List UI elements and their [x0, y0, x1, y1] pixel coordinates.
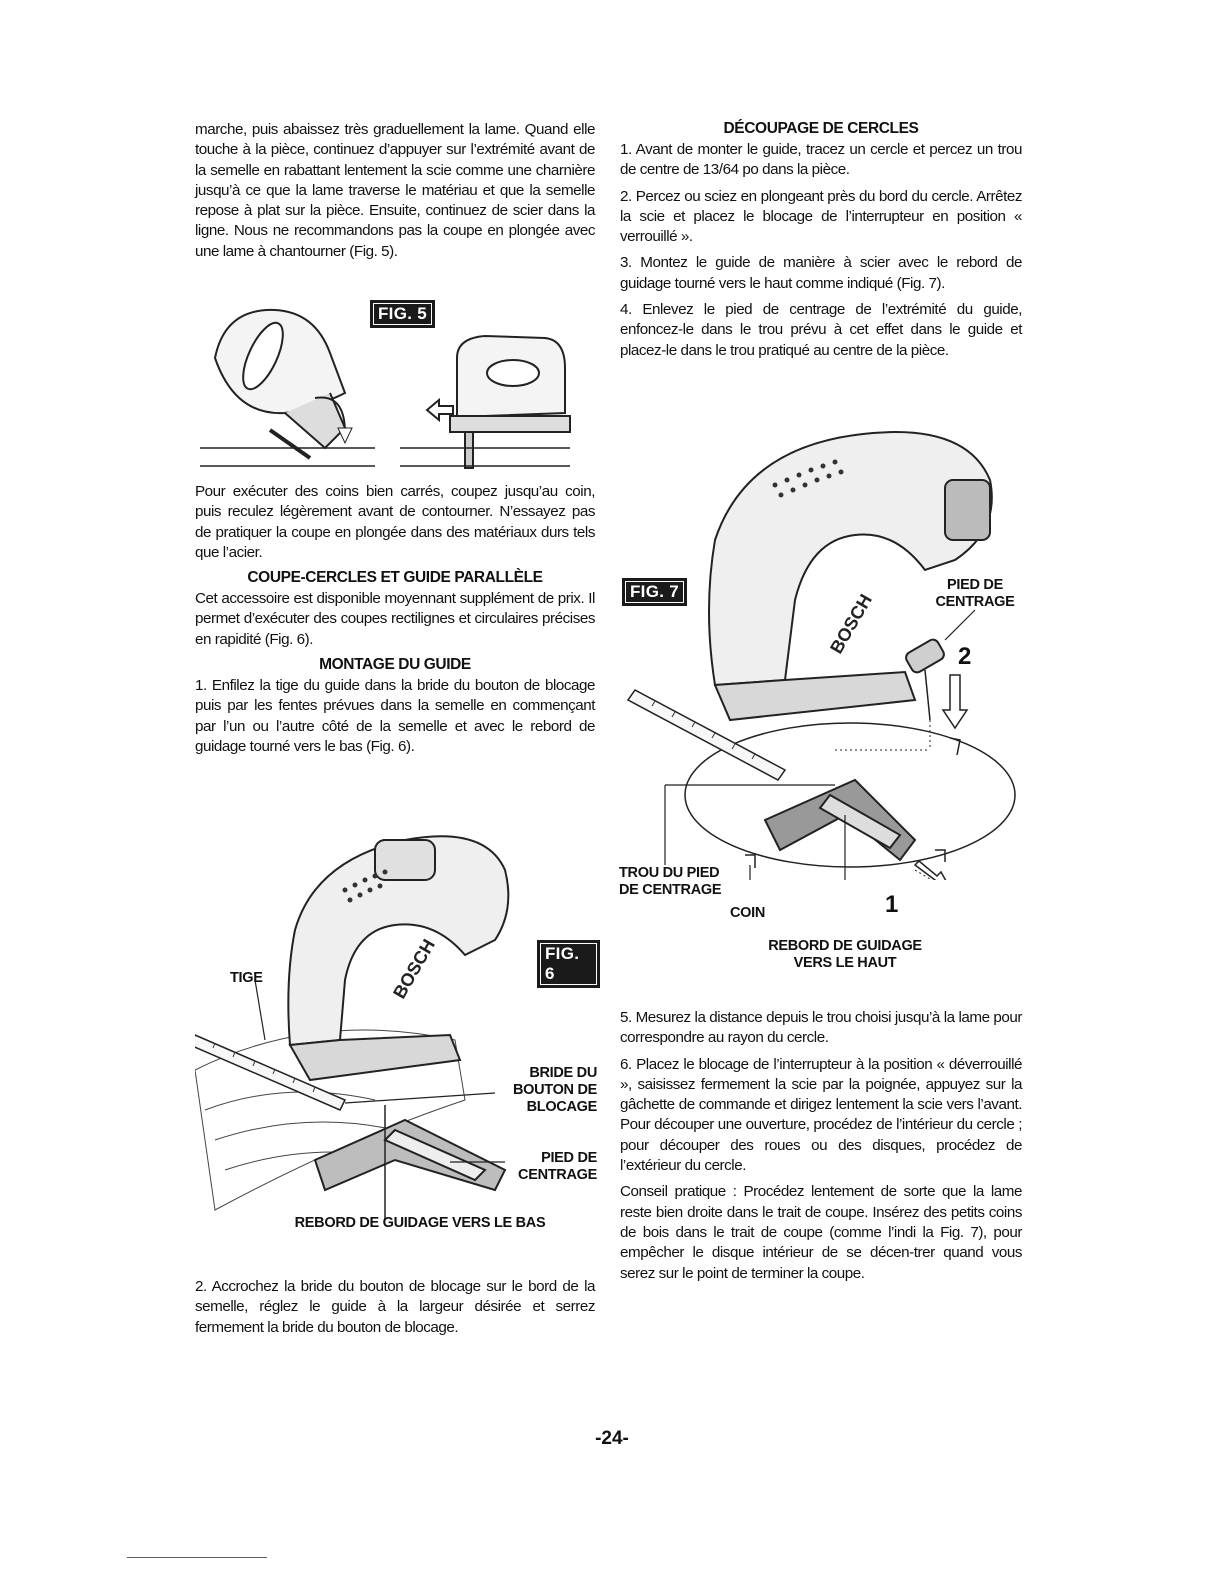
- fig7-tag: FIG. 7: [622, 578, 687, 606]
- fig5-tag: FIG. 5: [370, 300, 435, 328]
- fig7-label-pied: [930, 577, 1020, 611]
- fig7-label-rebord: [740, 938, 950, 972]
- circle-step-1: 1. Avant de monter le guide, tracez un cercle et percez un trou de centre de 13/64 po dans la pièce.: [620, 141, 1022, 179]
- circle-step-3: 3. Montez le guide de manière à scier avec le rebord de guidage tourné vers le haut comme indiqué (Fig. 7).: [620, 254, 1022, 292]
- fig6-label-pied-line2: CENTRAGE: [518, 1167, 597, 1183]
- figure-6: [195, 810, 600, 1270]
- page-number: -24-: [595, 1428, 629, 1449]
- fig6-label-rebord: REBORD DE GUIDAGE VERS LE BAS: [294, 1215, 546, 1231]
- fig6-label-tige: TIGE: [230, 970, 263, 986]
- fig6-label-bride: [507, 1065, 597, 1116]
- fig7-label-trou-line2: DE CENTRAGE: [619, 882, 722, 898]
- fig7-label-trou: [619, 865, 721, 899]
- accessory-paragraph: Cet accessoire est disponible moyennant supplément de prix. Il permet d’exécuter des coupes rectilignes et circulaires précises en rapidité (Fig. 6).: [195, 590, 595, 648]
- right-column-bottom: [620, 1008, 1022, 1290]
- fig7-label-rebord-line1: REBORD DE GUIDAGE: [768, 938, 922, 954]
- right-column: [620, 120, 1022, 367]
- practical-tip: Conseil pratique : Procédez lentement de sorte que la lame reste bien droite dans le trait de coupe. Insérez des petits coins de bois dans le trait de coupe (comme l’indi la Fig. 7), pour empêcher le disque intérieur de se décen-trer quand vous serez sur le point de terminer la coupe.: [620, 1183, 1022, 1282]
- fig6-label-bride-line1: BRIDE DU: [529, 1065, 597, 1081]
- fig6-tag: FIG. 6: [537, 940, 600, 988]
- circle-step-4: 4. Enlevez le pied de centrage de l’extrémité du guide, enfoncez-le dans le trou prévu à cet effet dans le guide et placez-le dans le trou pratiqué au centre de la pièce.: [620, 301, 1022, 359]
- left-column-bottom: [195, 1277, 595, 1344]
- circle-step-5: 5. Mesurez la distance depuis le trou choisi jusqu’à la lame pour correspondre au rayon du cercle.: [620, 1009, 1022, 1047]
- circle-step-6: 6. Placez le blocage de l’interrupteur à la position « déverrouillé », saisissez fermement la scie par la poignée, appuyez sur la gâchette de commande et dirigez lentement la scie vers l’avant. Pour découper une ouverture, procédez de l’intérieur du cercle ; pour découper des roues ou des disques, procédez de l’extérieur du cercle.: [620, 1055, 1022, 1175]
- fig7-label-trou-line1: TROU DU PIED: [619, 865, 720, 881]
- fig7-step-1-number: 1: [885, 891, 899, 918]
- figure-7: [615, 410, 1025, 980]
- heading-circles: DÉCOUPAGE DE CERCLES: [723, 120, 919, 137]
- heading-circle-guide: COUPE-CERCLES ET GUIDE PARALLÈLE: [247, 569, 543, 587]
- left-column: [195, 120, 595, 268]
- fig7-label-pied-line1: PIED DE: [947, 577, 1003, 593]
- fig6-label-pied: [507, 1150, 597, 1184]
- fig7-label-rebord-line2: VERS LE HAUT: [793, 955, 897, 971]
- figure-5: [195, 298, 600, 470]
- heading-mount-guide: MONTAGE DU GUIDE: [319, 656, 471, 674]
- fig6-label-bride-line2: BOUTON DE: [512, 1082, 597, 1098]
- fig7-label-pied-line2: CENTRAGE: [935, 594, 1015, 610]
- fig7-brand: BOSCH: [826, 590, 876, 657]
- left-column-mid: [195, 482, 595, 763]
- fig7-step-2-number: 2: [958, 643, 972, 670]
- mount-step-1: 1. Enfilez la tige du guide dans la bride du bouton de blocage puis par les fentes prévues dans la semelle en commençant par l’un ou l’autre côté de la semelle et avec le rebord de guidage tourné vers le bas (Fig. 6).: [195, 677, 595, 755]
- fig7-label-coin: COIN: [730, 905, 766, 921]
- intro-paragraph: marche, puis abaissez très graduellement la lame. Quand elle touche à la pièce, continuez d’appuyer sur l’extrémité avant de la semelle en rabattant lentement la scie comme une charnière jusqu’à ce que la lame traverse le matériau et que la semelle repose à plat sur la pièce. Ensuite, continuez de scier dans la ligne. Nous ne recommandons pas la coupe en plongée avec une lame à chantourner (Fig. 5).: [195, 121, 595, 260]
- footer-rule: [127, 1557, 267, 1558]
- fig6-label-pied-line1: PIED DE: [541, 1150, 597, 1166]
- circle-step-2: 2. Percez ou sciez en plongeant près du bord du cercle. Arrêtez la scie et placez le blocage de l’interrupteur en position « verrouillé ».: [620, 187, 1022, 246]
- corners-paragraph: Pour exécuter des coins bien carrés, coupez jusqu’au coin, puis reculez légèrement avant de contourner. N’essayez pas de pratiquer la coupe en plongée dans des matériaux durs tels que l’acier.: [195, 483, 595, 561]
- mount-step-2: 2. Accrochez la bride du bouton de blocage sur le bord de la semelle, réglez le guide à la largeur désirée et serrez fermement la bride du bouton de blocage.: [195, 1278, 595, 1336]
- fig6-brand: BOSCH: [389, 935, 439, 1002]
- fig6-label-bride-line3: BLOCAGE: [526, 1099, 597, 1115]
